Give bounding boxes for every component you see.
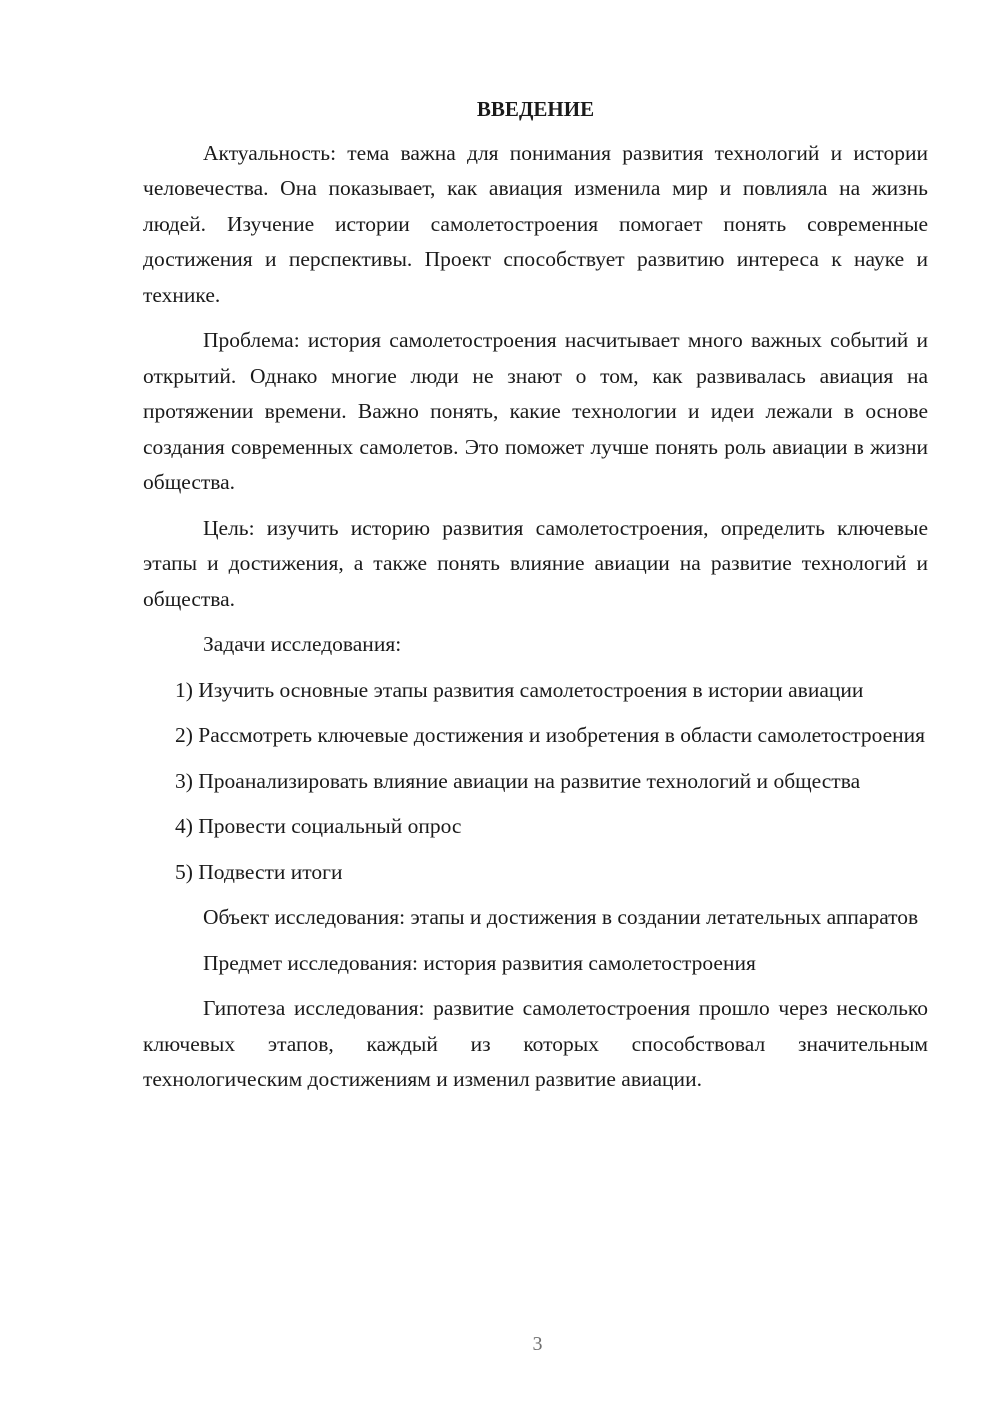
section-title: ВВЕДЕНИЕ <box>476 97 595 121</box>
problem-paragraph: Проблема: история самолетостроения насчитывает много важных событий и открытий. Однако многие люди не знают о том, как развивалась авиация на протяжении времени. Важно понять, какие технологии и идеи лежали в основе создания современных самолетов. Это поможет лучше понять роль авиации в жизни общества. <box>143 328 928 494</box>
hypothesis-paragraph: Гипотеза исследования: развитие самолетостроения прошло через несколько ключевых этапов, каждый из которых способствовал значительным технологическим достижениям и изменил развитие авиации. <box>143 996 928 1091</box>
subject-paragraph: Предмет исследования: история развития самолетостроения <box>203 950 756 975</box>
list-item: 4) Провести социальный опрос <box>175 814 462 838</box>
goal-paragraph: Цель: изучить историю развития самолетостроения, определить ключевые этапы и достижения, а также понять влияние авиации на развитие технологий и общества. <box>143 515 928 611</box>
object-paragraph: Объект исследования: этапы и достижения в создании летательных аппаратов <box>203 905 919 929</box>
list-item: 1) Изучить основные этапы развития самолетостроения в истории авиации <box>175 677 864 702</box>
relevance-paragraph: Актуальность: тема важна для понимания развития технологий и истории человечества. Она показывает, как авиация изменила мир и повлияла на жизнь людей. Изучение истории самолетостроения помогает понять современные достижения и перспективы. Проект способствует развитию интереса к науке и технике. <box>143 140 928 307</box>
tasks-list <box>143 673 928 891</box>
page-number: 3 <box>532 1333 543 1355</box>
tasks-heading: Задачи исследования: <box>203 632 402 656</box>
list-item: 3) Проанализировать влияние авиации на развитие технологий и общества <box>175 768 861 793</box>
document-page <box>143 92 928 1108</box>
list-item: 2) Рассмотреть ключевые достижения и изобретения в области самолетостроения <box>175 723 926 747</box>
list-item: 5) Подвести итоги <box>175 859 343 884</box>
